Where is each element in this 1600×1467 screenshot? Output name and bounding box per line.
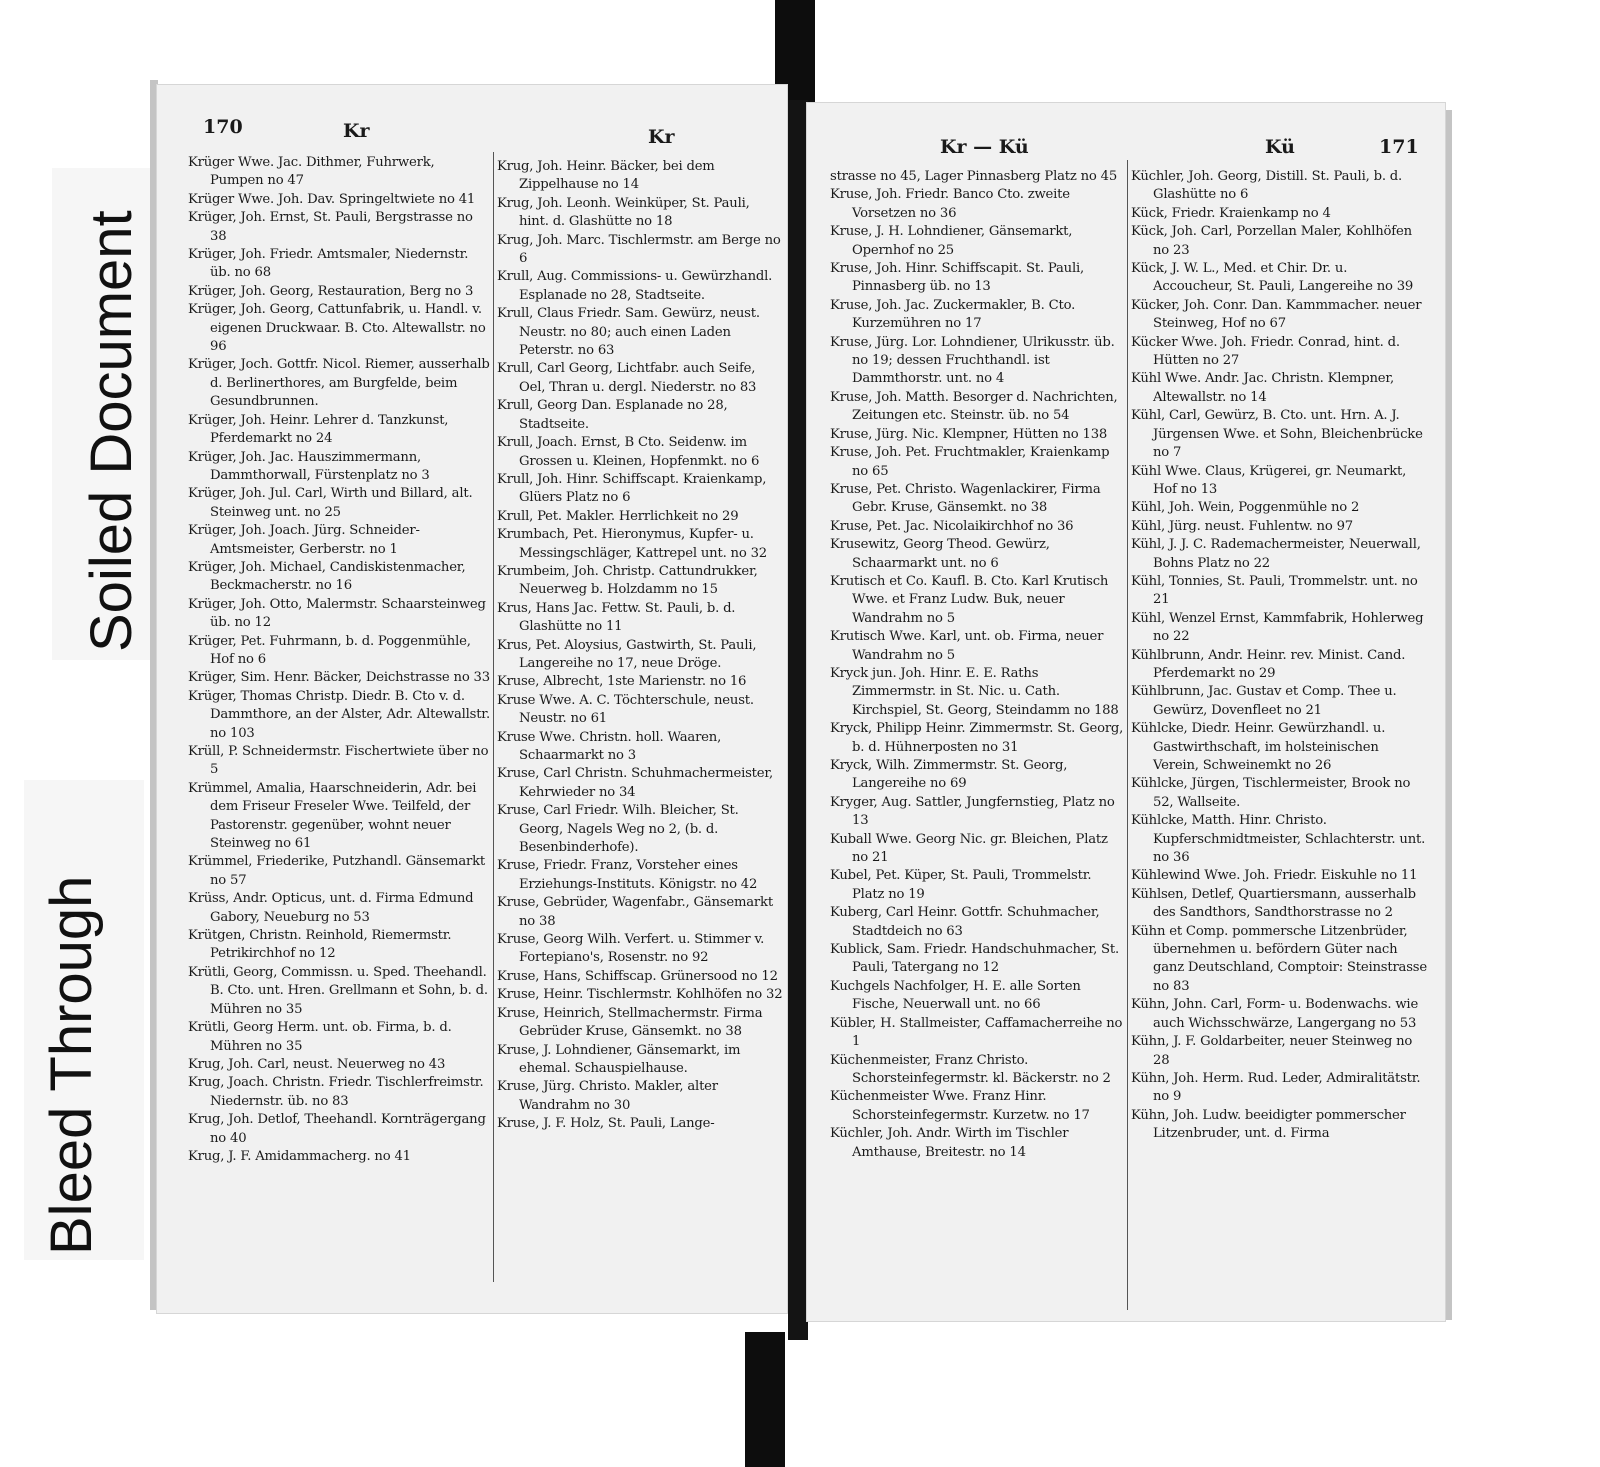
- left-page-column-2: [497, 158, 783, 1288]
- directory-entry: Kück, Friedr. Kraienkamp no 4: [1131, 205, 1331, 221]
- directory-entry: Krüger, Sim. Henr. Bäcker, Deichstrasse no 33: [188, 670, 490, 686]
- directory-entry: Küchler, Joh. Andr. Wirth im Tischler Amthause, Breitestr. no 14: [830, 1126, 1069, 1160]
- directory-entry: Kruse, Hans, Schiffscap. Grünersood no 12: [497, 968, 778, 984]
- directory-entry: Kühl Wwe. Claus, Krügerei, gr. Neumarkt, Hof no 13: [1131, 463, 1407, 497]
- directory-entry: Krus, Pet. Aloysius, Gastwirth, St. Pauli, Langereihe no 17, neue Dröge.: [497, 637, 757, 671]
- directory-entry: Krütgen, Christn. Reinhold, Riemermstr. Petrikirchhof no 12: [188, 928, 452, 962]
- directory-entry: Kühlcke, Jürgen, Tischlermeister, Brook no 52, Wallseite.: [1131, 776, 1411, 810]
- directory-entry: Krug, Joh. Heinr. Bäcker, bei dem Zippelhause no 14: [497, 159, 715, 193]
- directory-entry: Kruse, Joh. Friedr. Banco Cto. zweite Vorsetzen no 36: [830, 187, 1070, 221]
- directory-entry: Küchenmeister Wwe. Franz Hinr. Schorsteinfegermstr. Kurzetw. no 17: [830, 1089, 1090, 1123]
- directory-entry: Kruse, Gebrüder, Wagenfabr., Gänsemarkt no 38: [497, 895, 773, 929]
- directory-entry: Kühlewind Wwe. Joh. Friedr. Eiskuhle no 11: [1131, 868, 1418, 884]
- right-header-right: Kü: [1265, 136, 1295, 158]
- directory-entry: Kruse, Carl Friedr. Wilh. Bleicher, St. Georg, Nagels Weg no 2, (b. d. Besenbinderhofe).: [497, 803, 739, 856]
- directory-entry: Krüger, Joh. Otto, Malermstr. Schaarsteinweg üb. no 12: [188, 596, 486, 631]
- directory-entry: Kruse, Joh. Matth. Besorger d. Nachrichten, Zeitungen etc. Steinstr. üb. no 54: [830, 389, 1118, 424]
- right-page-edge: [1446, 110, 1452, 1320]
- directory-entry: Kühl, Tonnies, St. Pauli, Trommelstr. unt. no 21: [1131, 573, 1418, 608]
- directory-entry: Krumbeim, Joh. Christp. Cattundrukker, Neuerweg b. Holzdamm no 15: [497, 563, 758, 598]
- directory-entry: Kruse, Joh. Hinr. Schiffscapit. St. Pauli, Pinnasberg üb. no 13: [830, 261, 1084, 295]
- directory-entry: Krull, Georg Dan. Esplanade no 28, Stadtseite.: [497, 398, 728, 432]
- directory-entry: Krull, Aug. Commissions- u. Gewürzhandl. Esplanade no 28, Stadtseite.: [497, 269, 773, 303]
- directory-entry: Kuchgels Nachfolger, H. E. alle Sorten Fische, Neuerwall unt. no 66: [830, 978, 1081, 1013]
- directory-entry: Krusewitz, Georg Theod. Gewürz, Schaarmarkt unt. no 6: [830, 537, 1050, 571]
- directory-entry: strasse no 45, Lager Pinnasberg Platz no 45: [830, 169, 1118, 184]
- directory-entry: Kühlcke, Matth. Hinr. Christo. Kupferschmidtmeister, Schlachterstr. unt. no 36: [1131, 813, 1426, 866]
- right-page-column-2: [1131, 168, 1427, 1308]
- directory-entry: Kühlsen, Detlef, Quartiersmann, ausserhalb des Sandthors, Sandthorstrasse no 2: [1131, 886, 1416, 921]
- directory-entry: Krüger, Joh. Michael, Candiskistenmacher, Beckmacherstr. no 16: [188, 559, 466, 594]
- directory-entry: Krüger, Joh. Georg, Restauration, Berg no 3: [188, 283, 474, 299]
- directory-entry: Kühl, Joh. Wein, Poggenmühle no 2: [1131, 500, 1360, 516]
- bottom-binding-band: [745, 1332, 785, 1467]
- bleed-through-label: Bleed Through: [39, 875, 104, 1255]
- directory-entry: Krüger, Joch. Gottfr. Nicol. Riemer, ausserhalb d. Berlinerthores, am Burgfelde, beim Gesundbrunnen.: [188, 357, 490, 410]
- left-header-right: Kr: [648, 126, 675, 148]
- directory-entry: Kruse, J. Lohndiener, Gänsemarkt, im ehemal. Schauspielhause.: [497, 1042, 741, 1076]
- directory-entry: Krug, Joh. Leonh. Weinküper, St. Pauli, hint. d. Glashütte no 18: [497, 195, 750, 230]
- directory-entry: Krull, Joach. Ernst, B Cto. Seidenw. im Grossen u. Kleinen, Hopfenmkt. no 6: [497, 435, 760, 469]
- directory-entry: Krug, Joach. Christn. Friedr. Tischlerfreimstr. Niedernstr. üb. no 83: [188, 1075, 484, 1109]
- directory-entry: Krutisch et Co. Kaufl. B. Cto. Karl Krutisch Wwe. et Franz Ludw. Buk, neuer Wandrahm no 5: [830, 573, 1109, 626]
- directory-entry: Krüll, P. Schneidermstr. Fischertwiete über no 5: [188, 744, 489, 778]
- directory-entry: Krüger, Pet. Fuhrmann, b. d. Poggenmühle, Hof no 6: [188, 633, 471, 667]
- directory-entry: Krull, Carl Georg, Lichtfabr. auch Seife, Oel, Thran u. dergl. Niederstr. no 83: [497, 361, 757, 395]
- directory-entry: Kruse, Albrecht, 1ste Marienstr. no 16: [497, 674, 747, 690]
- directory-entry: Kühn, John. Carl, Form- u. Bodenwachs. wie auch Wichsschwärze, Langergang no 53: [1131, 997, 1419, 1031]
- directory-entry: Kühl, Wenzel Ernst, Kammfabrik, Hohlerweg no 22: [1131, 610, 1424, 645]
- directory-entry: Kubel, Pet. Küper, St. Pauli, Trommelstr. Platz no 19: [830, 868, 1092, 902]
- directory-entry: Kübler, H. Stallmeister, Caffamacherreihe no 1: [830, 1015, 1123, 1050]
- directory-entry: Kühlbrunn, Jac. Gustav et Comp. Thee u. Gewürz, Dovenfleet no 21: [1131, 684, 1397, 718]
- directory-entry: Kücker Wwe. Joh. Friedr. Conrad, hint. d. Hütten no 27: [1131, 334, 1400, 369]
- directory-entry: Kruse, Joh. Pet. Fruchtmakler, Kraienkamp no 65: [830, 445, 1110, 479]
- directory-entry: Kühn, J. F. Goldarbeiter, neuer Steinweg no 28: [1131, 1034, 1413, 1068]
- directory-entry: Kühlbrunn, Andr. Heinr. rev. Minist. Cand. Pferdemarkt no 29: [1131, 647, 1406, 681]
- directory-entry: Kruse, Jürg. Christo. Makler, alter Wandrahm no 30: [497, 1079, 718, 1113]
- directory-entry: Küchler, Joh. Georg, Distill. St. Pauli, b. d. Glashütte no 6: [1131, 169, 1403, 203]
- directory-entry: Krug, J. F. Amidammacherg. no 41: [188, 1148, 411, 1164]
- directory-entry: Krümmel, Friederike, Putzhandl. Gänsemarkt no 57: [188, 854, 486, 888]
- directory-entry: Kuball Wwe. Georg Nic. gr. Bleichen, Platz no 21: [830, 831, 1108, 866]
- directory-entry: Kücker, Joh. Conr. Dan. Kammmacher. neuer Steinweg, Hof no 67: [1131, 297, 1422, 332]
- directory-entry: Krull, Pet. Makler. Herrlichkeit no 29: [497, 508, 739, 524]
- directory-entry: Krümmel, Amalia, Haarschneiderin, Adr. bei dem Friseur Freseler Wwe. Teilfeld, der Pastorenstr. gegenüber, wohnt neuer Steinweg no 61: [188, 780, 477, 852]
- directory-entry: Kruse, Jürg. Nic. Klempner, Hütten no 138: [830, 426, 1108, 442]
- directory-entry: Kruse, Pet. Christo. Wagenlackirer, Firma Gebr. Kruse, Gänsemkt. no 38: [830, 481, 1101, 516]
- directory-entry: Kruse, J. F. Holz, St. Pauli, Lange-: [497, 1116, 715, 1132]
- directory-entry: Krüger, Joh. Heinr. Lehrer d. Tanzkunst, Pferdemarkt no 24: [188, 412, 449, 447]
- directory-entry: Krüss, Andr. Opticus, unt. d. Firma Edmund Gabory, Neueburg no 53: [188, 891, 474, 925]
- directory-entry: Krutisch Wwe. Karl, unt. ob. Firma, neuer Wandrahm no 5: [830, 629, 1104, 663]
- directory-entry: Krüger, Thomas Christp. Diedr. B. Cto v. d. Dammthore, an der Alster, Adr. Altewallstr. no 103: [188, 688, 490, 741]
- soiled-document-label: Soiled Document: [79, 210, 144, 652]
- directory-entry: Krüger, Joh. Jac. Hauszimmermann, Dammthorwall, Fürstenplatz no 3: [188, 449, 430, 483]
- directory-entry: Krüger, Joh. Joach. Jürg. Schneider-Amtsmeister, Gerberstr. no 1: [188, 523, 420, 557]
- directory-entry: Kruse, Heinrich, Stellmachermstr. Firma Gebrüder Kruse, Gänsemkt. no 38: [497, 1005, 763, 1040]
- directory-entry: Krus, Hans Jac. Fettw. St. Pauli, b. d. Glashütte no 11: [497, 600, 736, 635]
- directory-entry: Krütli, Georg Herm. unt. ob. Firma, b. d. Mühren no 35: [188, 1020, 452, 1054]
- directory-entry: Kühl Wwe. Andr. Jac. Christn. Klempner, Altewallstr. no 14: [1131, 371, 1395, 405]
- directory-entry: Krüger Wwe. Joh. Dav. Springeltwiete no 41: [188, 191, 476, 207]
- directory-entry: Kruse, Pet. Jac. Nicolaikirchhof no 36: [830, 518, 1074, 534]
- directory-entry: Krull, Joh. Hinr. Schiffscapt. Kraienkamp, Glüers Platz no 6: [497, 471, 767, 506]
- directory-entry: Kühl, Carl, Gewürz, B. Cto. unt. Hrn. A. J. Jürgensen Wwe. et Sohn, Bleichenbrücke no 7: [1131, 408, 1423, 461]
- directory-entry: Kryck, Philipp Heinr. Zimmermstr. St. Georg, b. d. Hühnerposten no 31: [830, 721, 1124, 755]
- directory-entry: Kück, J. W. L., Med. et Chir. Dr. u. Accoucheur, St. Pauli, Langereihe no 39: [1131, 261, 1414, 295]
- directory-entry: Kryger, Aug. Sattler, Jungfernstieg, Platz no 13: [830, 794, 1115, 829]
- directory-entry: Krüger, Joh. Jul. Carl, Wirth und Billard, alt. Steinweg unt. no 25: [188, 486, 473, 520]
- directory-entry: Krug, Joh. Detlof, Theehandl. Kornträgergang no 40: [188, 1112, 486, 1146]
- directory-entry: Kühl, Jürg. neust. Fuhlentw. no 97: [1131, 518, 1353, 534]
- right-header-left: Kr — Kü: [940, 136, 1029, 158]
- left-page-number: 170: [203, 116, 243, 138]
- right-page-column-1: [830, 168, 1124, 1308]
- directory-entry: Krug, Joh. Marc. Tischlermstr. am Berge no 6: [497, 232, 781, 267]
- left-page-column-1: [188, 154, 490, 1286]
- directory-entry: Kruse, Jürg. Lor. Lohndiener, Ulrikusstr. üb. no 19; dessen Fruchthandl. ist Dammthorstr. unt. no 4: [830, 334, 1115, 387]
- directory-entry: Krüger, Joh. Georg, Cattunfabrik, u. Handl. v. eigenen Druckwaar. B. Cto. Altewallstr. no 96: [188, 302, 486, 355]
- directory-entry: Kühlcke, Diedr. Heinr. Gewürzhandl. u. Gastwirthschaft, im holsteinischen Verein, Schweinemkt no 26: [1131, 721, 1386, 773]
- directory-entry: Kruse Wwe. Christn. holl. Waaren, Schaarmarkt no 3: [497, 729, 722, 763]
- directory-entry: Kruse, Georg Wilh. Verfert. u. Stimmer v. Fortepiano's, Rosenstr. no 92: [497, 932, 765, 966]
- directory-entry: Kuberg, Carl Heinr. Gottfr. Schuhmacher, Stadtdeich no 63: [830, 905, 1100, 939]
- directory-entry: Krütli, Georg, Commissn. u. Sped. Theehandl. B. Cto. unt. Hren. Grellmann et Sohn, b. d. Mühren no 35: [188, 964, 488, 1017]
- directory-entry: Krüger Wwe. Jac. Dithmer, Fuhrwerk, Pumpen no 47: [188, 155, 435, 189]
- directory-entry: Kruse, Joh. Jac. Zuckermakler, B. Cto. Kurzemühren no 17: [830, 297, 1076, 332]
- right-column-rule: [1127, 160, 1128, 1310]
- directory-entry: Kühn, Joh. Ludw. beeidigter pommerscher Litzenbruder, unt. d. Firma: [1131, 1107, 1406, 1142]
- directory-entry: Kühn et Comp. pommersche Litzenbrüder, übernehmen u. befördern Güter nach ganz Deutschland, Comptoir: Steinstrasse no 83: [1131, 923, 1427, 994]
- left-header-left: Kr: [343, 120, 370, 142]
- directory-entry: Kück, Joh. Carl, Porzellan Maler, Kohlhöfen no 23: [1131, 224, 1412, 258]
- directory-entry: Krumbach, Pet. Hieronymus, Kupfer- u. Messingschläger, Kattrepel unt. no 32: [497, 527, 767, 561]
- directory-entry: Kruse, Friedr. Franz, Vorsteher eines Erziehungs-Instituts. Königstr. no 42: [497, 858, 758, 892]
- directory-entry: Kruse, Heinr. Tischlermstr. Kohlhöfen no 32: [497, 987, 783, 1003]
- right-page-number: 171: [1379, 136, 1419, 158]
- directory-entry: Krüger, Joh. Ernst, St. Pauli, Bergstrasse no 38: [188, 210, 473, 244]
- directory-entry: Krug, Joh. Carl, neust. Neuerweg no 43: [188, 1056, 446, 1072]
- directory-entry: Kruse, Carl Christn. Schuhmachermeister, Kehrwieder no 34: [497, 766, 774, 800]
- directory-entry: Küchenmeister, Franz Christo. Schorsteinfegermstr. kl. Bäckerstr. no 2: [830, 1052, 1111, 1086]
- directory-entry: Kryck, Wilh. Zimmermstr. St. Georg, Langereihe no 69: [830, 758, 1068, 792]
- left-column-rule: [493, 152, 494, 1282]
- directory-entry: Kruse, J. H. Lohndiener, Gänsemarkt, Opernhof no 25: [830, 224, 1073, 258]
- directory-entry: Kühn, Joh. Herm. Rud. Leder, Admiralitätstr. no 9: [1131, 1070, 1421, 1105]
- directory-entry: Krull, Claus Friedr. Sam. Gewürz, neust. Neustr. no 80; auch einen Laden Peterstr. no 63: [497, 306, 760, 359]
- directory-entry: Kryck jun. Joh. Hinr. E. E. Raths Zimmermstr. in St. Nic. u. Cath. Kirchspiel, St. Georg, Steindamm no 188: [830, 665, 1119, 718]
- directory-entry: Kühl, J. J. C. Rademachermeister, Neuerwall, Bohns Platz no 22: [1131, 537, 1421, 571]
- directory-entry: Kublick, Sam. Friedr. Handschuhmacher, St. Pauli, Tatergang no 12: [830, 942, 1119, 976]
- directory-entry: Kruse Wwe. A. C. Töchterschule, neust. Neustr. no 61: [497, 692, 754, 727]
- directory-entry: Krüger, Joh. Friedr. Amtsmaler, Niedernstr. üb. no 68: [188, 247, 469, 281]
- book-gutter: [788, 100, 808, 1340]
